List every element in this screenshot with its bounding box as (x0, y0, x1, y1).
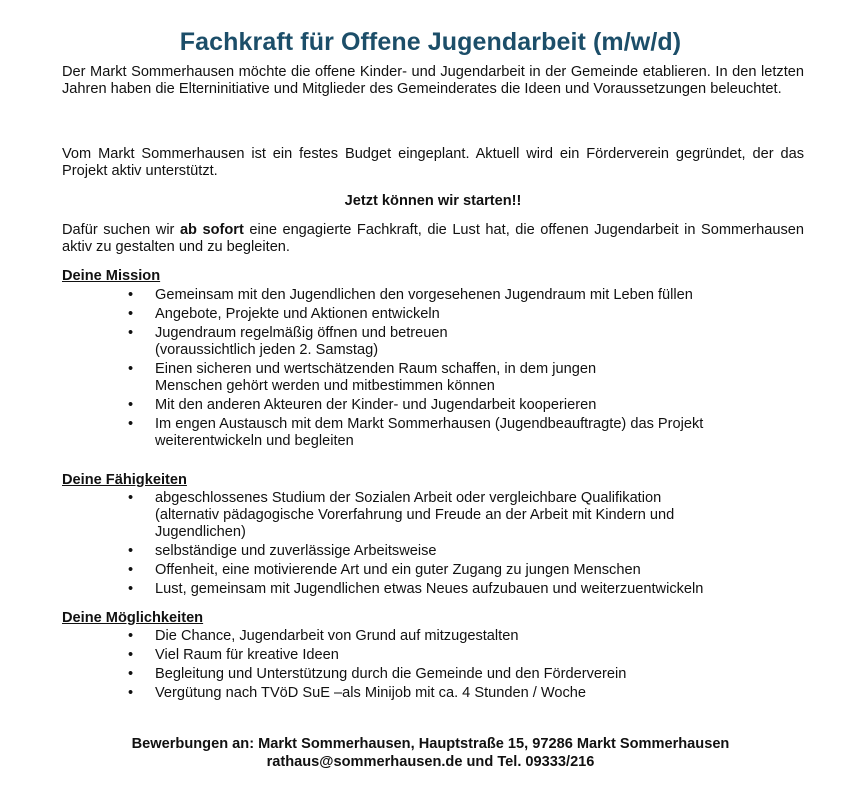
list-item (62, 416, 804, 450)
list-item (62, 306, 804, 323)
bullet-icon: • (128, 490, 134, 506)
bullet-icon: • (128, 543, 134, 559)
list-item (62, 647, 804, 664)
section-heading-opportunities: Deine Möglichkeiten (62, 610, 204, 626)
list-item (62, 490, 804, 541)
bullet-icon: • (128, 361, 134, 377)
list-item-line: Offenheit, eine motivierende Art und ein guter Zugang zu jungen Menschen (155, 562, 641, 578)
page-title: Fachkraft für Offene Jugendarbeit (m/w/d) (179, 28, 682, 56)
list-item-line: Im engen Austausch mit dem Markt Sommerhausen (Jugendbeauftragte) das Projekt (155, 416, 704, 432)
bullet-icon: • (128, 416, 134, 432)
p3-before: Dafür suchen wir (62, 222, 180, 238)
footer-address: Bewerbungen an: Markt Sommerhausen, Hauptstraße 15, 97286 Markt Sommerhausen (131, 736, 730, 752)
bullet-icon: • (128, 325, 134, 341)
bullet-icon: • (128, 685, 134, 701)
bullet-icon: • (128, 666, 134, 682)
list-item (62, 325, 804, 359)
p3-after: eine engagierte Fachkraft, die Lust hat, die offenen Jugendarbeit in Sommerhausen aktiv zu gestalten und zu begleiten. (62, 222, 804, 255)
p3-bold: ab sofort (179, 222, 244, 238)
list-item-line: Viel Raum für kreative Ideen (155, 647, 339, 663)
list-item-line: abgeschlossenes Studium der Sozialen Arbeit oder vergleichbare Qualifikation (155, 490, 662, 506)
list-item (62, 685, 804, 702)
bullet-icon: • (128, 647, 134, 663)
list-item-line: Jugendraum regelmäßig öffnen und betreuen (155, 325, 448, 341)
skills-list (62, 490, 804, 600)
list-item-line: Mit den anderen Akteuren der Kinder- und Jugendarbeit kooperieren (155, 397, 597, 413)
list-item-line: Vergütung nach TVöD SuE –als Minijob mit ca. 4 Stunden / Woche (155, 685, 587, 701)
bullet-icon: • (128, 562, 134, 578)
opportunities-list (62, 628, 804, 704)
list-item (62, 562, 804, 579)
intro-paragraph-2: Vom Markt Sommerhausen ist ein festes Budget eingeplant. Aktuell wird ein Förderverein gegründet, der das Projekt aktiv unterstützt. (62, 146, 804, 179)
application-contact (0, 735, 861, 771)
intro-paragraph-3 (62, 222, 804, 256)
intro-paragraph-1: Der Markt Sommerhausen möchte die offene Kinder- und Jugendarbeit in der Gemeinde etablieren. In den letzten Jahren haben die Elterninitiative und Mitglieder des Gemeinderates die Ideen und Voraussetzungen beleuchtet. (62, 64, 804, 97)
list-item-line: Jugendlichen) (155, 524, 246, 540)
list-item-line: (voraussichtlich jeden 2. Samstag) (155, 342, 379, 358)
bullet-icon: • (128, 397, 134, 413)
list-item (62, 543, 804, 560)
list-item (62, 397, 804, 414)
list-item-line: Lust, gemeinsam mit Jugendlichen etwas Neues aufzubauen und weiterzuentwickeln (155, 581, 704, 597)
footer-email-phone: rathaus@sommerhausen.de und Tel. 09333/216 (266, 754, 595, 770)
start-headline: Jetzt können wir starten!! (344, 193, 522, 209)
section-heading-skills: Deine Fähigkeiten (62, 472, 187, 488)
list-item-line: Gemeinsam mit den Jugendlichen den vorgesehenen Jugendraum mit Leben füllen (155, 287, 693, 303)
list-item-line: Angebote, Projekte und Aktionen entwickeln (155, 306, 440, 322)
mission-list (62, 287, 804, 452)
list-item (62, 666, 804, 683)
list-item (62, 581, 804, 598)
list-item-line: weiterentwickeln und begleiten (155, 433, 354, 449)
list-item (62, 287, 804, 304)
bullet-icon: • (128, 581, 134, 597)
bullet-icon: • (128, 628, 134, 644)
list-item (62, 628, 804, 645)
list-item-line: selbständige und zuverlässige Arbeitsweise (155, 543, 437, 559)
list-item-line: Einen sicheren und wertschätzenden Raum schaffen, in dem jungen (155, 361, 597, 377)
list-item-line: (alternativ pädagogische Vorerfahrung und Freude an der Arbeit mit Kindern und (155, 507, 675, 523)
bullet-icon: • (128, 306, 134, 322)
list-item (62, 361, 804, 395)
list-item-line: Menschen gehört werden und mitbestimmen können (155, 378, 495, 394)
list-item-line: Begleitung und Unterstützung durch die Gemeinde und den Förderverein (155, 666, 627, 682)
bullet-icon: • (128, 287, 134, 303)
section-heading-mission: Deine Mission (62, 268, 161, 284)
list-item-line: Die Chance, Jugendarbeit von Grund auf mitzugestalten (155, 628, 519, 644)
